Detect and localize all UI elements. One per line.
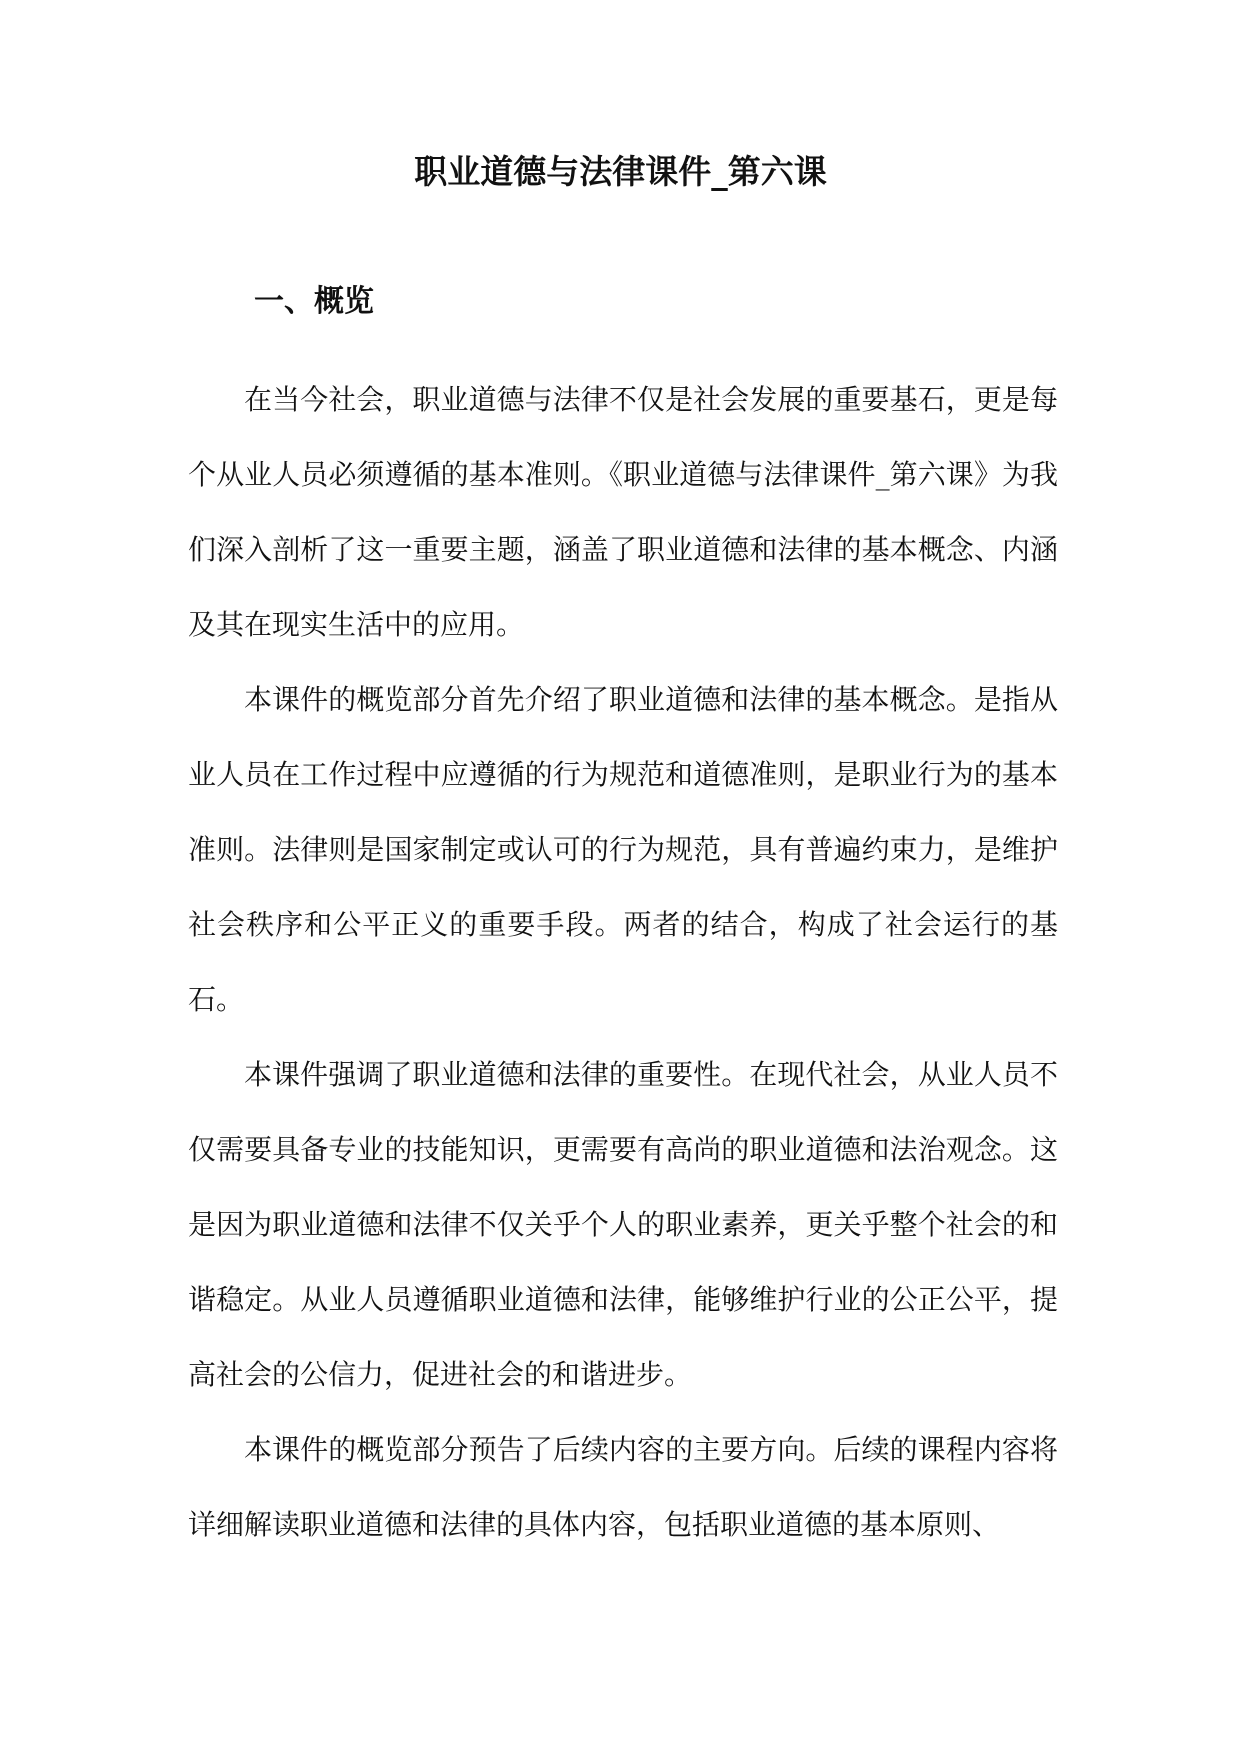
- paragraph-3: 本课件强调了职业道德和法律的重要性。在现代社会，从业人员不仅需要具备专业的技能知识，更需要有高尚的职业道德和法治观念。这是因为职业道德和法律不仅关乎个人的职业素养，更关乎整个社会的和谐稳定。从业人员遵循职业道德和法律，能够维护行业的公正公平，提高社会的公信力，促进社会的和谐进步。: [188, 1058, 1058, 1391]
- page-title: 职业道德与法律课件_第六课: [414, 152, 827, 191]
- paragraph-4: 本课件的概览部分预告了后续内容的主要方向。后续的课程内容将详细解读职业道德和法律的具体内容，包括职业道德的基本原则、: [188, 1433, 1058, 1541]
- paragraph-1: 在当今社会，职业道德与法律不仅是社会发展的重要基石，更是每个从业人员必须遵循的基本准则。《职业道德与法律课件_第六课》为我们深入剖析了这一重要主题，涵盖了职业道德和法律的基本概念、内涵及其在现实生活中的应用。: [188, 383, 1058, 641]
- section-heading: 一、概览: [254, 284, 374, 319]
- body-text: [188, 362, 1058, 1562]
- paragraph-2: 本课件的概览部分首先介绍了职业道德和法律的基本概念。是指从业人员在工作过程中应遵循的行为规范和道德准则，是职业行为的基本准则。法律则是国家制定或认可的行为规范，具有普遍约束力，是维护社会秩序和公平正义的重要手段。两者的结合，构成了社会运行的基石。: [188, 683, 1058, 1016]
